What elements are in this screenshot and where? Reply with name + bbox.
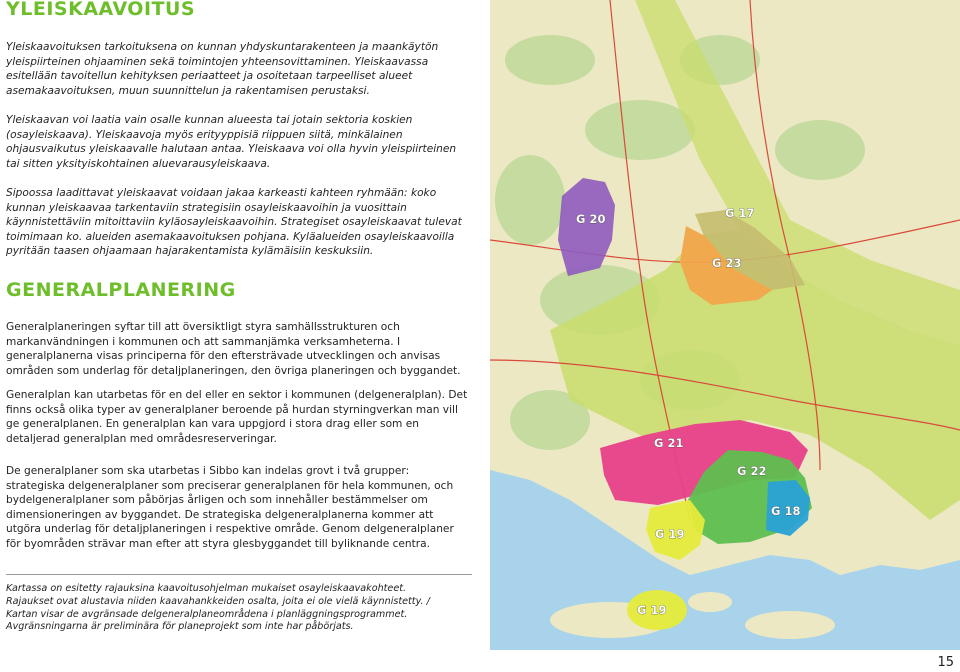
label-g22: G 22 (737, 464, 767, 478)
label-g21: G 21 (654, 436, 684, 450)
label-g18: G 18 (771, 504, 801, 518)
label-g23: G 23 (712, 256, 742, 270)
label-g19-south: G 19 (637, 603, 667, 617)
map-caption (6, 583, 476, 634)
finnish-heading: YLEISKAAVOITUS (6, 0, 196, 20)
page-number: 15 (937, 655, 954, 670)
finnish-paragraph-2: Yleiskaavan voi laatia vain osalle kunnan alueesta tai jotain sektoria koskien (osayleiskaava). Yleiskaavoja myös erityyppisiä riippuen siitä, minkälainen ohjausvaikutus yleiskaavalle halutaan antaa. Yleiskaava voi olla hyvin yleispiirteinen tai sitten yksityiskohtainen aluevarausyleiskaava. (6, 114, 457, 170)
caption-line-4: Avgränsningarna är preliminära för planeprojekt som inte har påbörjats. (6, 621, 354, 633)
finnish-paragraph-1: Yleiskaavoituksen tarkoituksena on kunnan yhdyskuntarakenteen ja maankäytön yleispiirteinen ohjaaminen sekä toimintojen yhteensovittaminen. Yleiskaavassa esitellään tavoitellun kehityksen periaatteet ja osoitetaan tarpeelliset alueet asemakaavoituksen, muun suunnittelun ja rakentamisen perustaksi. (6, 41, 439, 97)
finnish-paragraph-3: Sipoossa laadittavat yleiskaavat voidaan jakaa karkeasti kahteen ryhmään: koko kunnan yleiskaavaa tarkentaviin strategisiin osayleiskaavoihin ja vuosittain käynnistettäviin mitoittaviin kyläosayleiskaavoihin. Strategiset osayleiskaavat tulevat toimimaan ko. alueiden asemakaavoituksen pohjana. Kyläalueiden osayleiskaavoilla pyritään taasen ohjaamaan hajarakentamista kylämäisiin keskuksiin. (6, 187, 462, 258)
swedish-paragraph-1: Generalplaneringen syftar till att översiktligt styra samhällsstrukturen och markanvändningen i kommunen och att sammanjämka verksamheterna. I generalplanerna visas principerna för den eftersträvade utvecklingen och anvisas områden som underlag för detaljplaneringen, den övriga planeringen och byggandet. (6, 321, 461, 377)
caption-divider (6, 574, 472, 575)
map-island (688, 592, 732, 612)
swedish-paragraph-3: De generalplaner som ska utarbetas i Sibbo kan indelas grovt i två grupper: strategiska delgeneralplaner som preciserar generalplanen för hela kommunen, och bydelgeneralplaner som påbörjas årligen och som innehåller bestämmelser om dimensioneringen av byggandet. De strategiska delgeneralplanerna kommer att utgöra underlag för detaljplaneringen i respektive område. Genom delgeneralplaner för byområden strävar man efter att styra glesbyggandet till byliknande centra. (6, 465, 454, 550)
label-g20: G 20 (576, 212, 606, 226)
caption-line-2: Rajaukset ovat alustavia niiden kaavahankkeiden osalta, joita ei ole vielä käynnistetty. / (6, 595, 430, 607)
swedish-paragraph-2: Generalplan kan utarbetas för en del eller en sektor i kommunen (delgeneralplan). Det finns också olika typer av generalplaner beroende på hurdan styrningverkan man vill ge generalplanen. En generalplan kan vara uppgjord i stora drag eller som en detaljerad generalplan med områdesreserveringar. (6, 389, 468, 445)
map-island (745, 611, 835, 639)
swedish-heading: GENERALPLANERING (6, 279, 236, 301)
label-g17: G 17 (725, 206, 755, 220)
caption-line-3: Kartan visar de avgränsade delgeneralplaneområdena i planläggningsprogrammet. (6, 608, 408, 620)
planning-map (490, 0, 960, 650)
caption-line-1: Kartassa on esitetty rajauksina kaavoitusohjelman mukaiset osayleiskaavakohteet. (6, 583, 407, 594)
label-g19-north: G 19 (655, 527, 685, 541)
